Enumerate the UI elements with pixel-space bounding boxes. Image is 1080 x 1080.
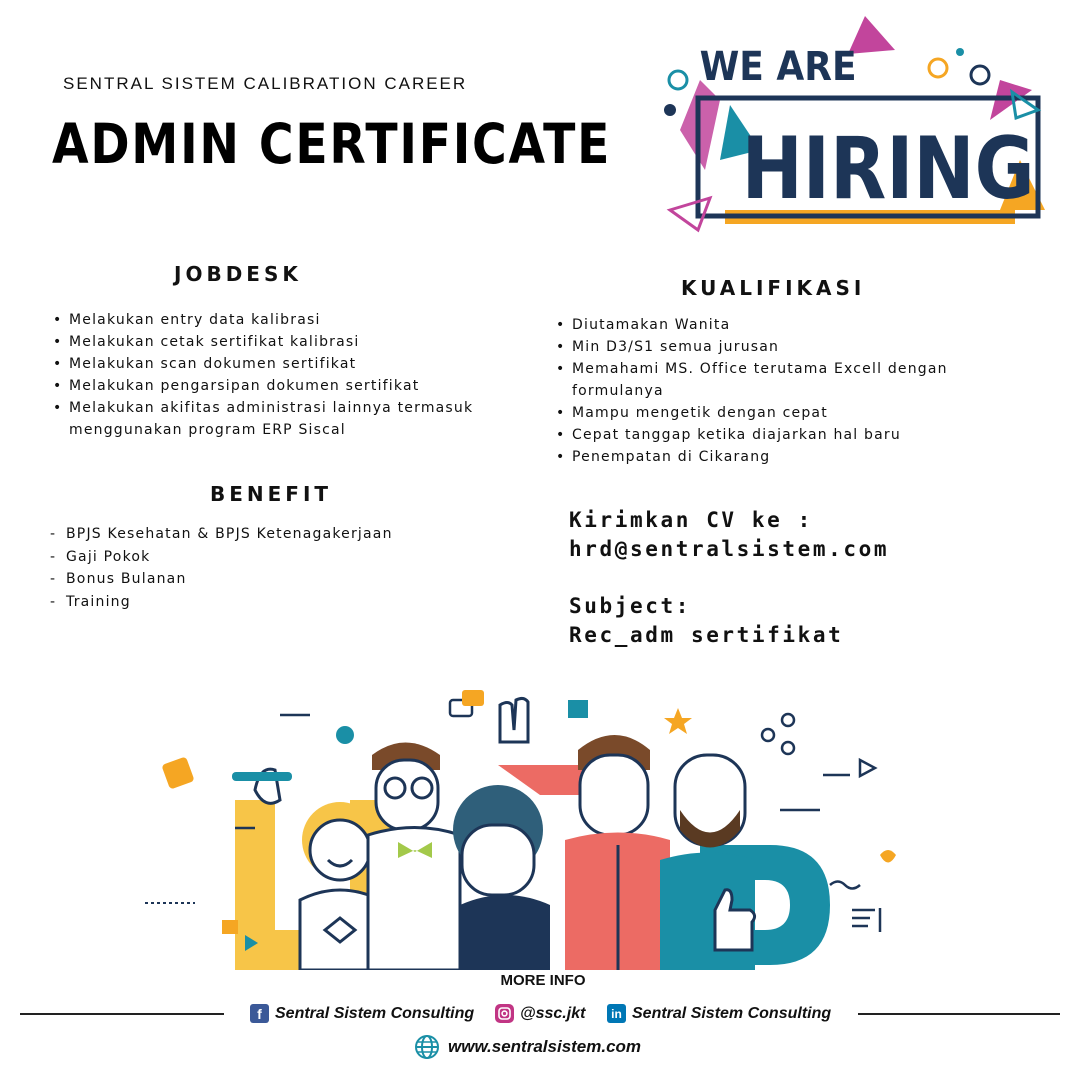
facebook-link[interactable] <box>250 1004 474 1023</box>
circle-decoration <box>669 71 687 89</box>
list-item: • Melakukan pengarsipan dokumen sertifikat <box>53 375 523 397</box>
person-face <box>580 755 648 835</box>
subject-value: Rec_adm sertifikat <box>569 623 844 647</box>
jobdesk-list <box>53 309 523 441</box>
marker-icon <box>232 772 292 781</box>
instagram-link[interactable] <box>495 1004 585 1023</box>
jobdesk-heading: JOBDESK <box>174 262 302 286</box>
person-face <box>310 820 370 880</box>
globe-icon <box>414 1034 440 1060</box>
divider-line <box>20 1013 224 1015</box>
team-people-illustration <box>140 660 940 970</box>
email-address[interactable]: hrd@sentralsistem.com <box>569 537 890 561</box>
heart-icon <box>880 850 896 863</box>
divider-line <box>858 1013 1060 1015</box>
instagram-icon <box>495 1004 514 1023</box>
list-item: • Melakukan akifitas administrasi lainnya termasuk menggunakan program ERP Siscal <box>53 397 523 441</box>
chat-bubble-icon <box>462 690 484 706</box>
subject-label: Subject: <box>569 594 691 618</box>
star-icon <box>664 708 692 734</box>
list-item: • Mampu mengetik dengan cepat <box>556 402 986 424</box>
list-item: • Melakukan scan dokumen sertifikat <box>53 353 523 375</box>
facebook-icon: f <box>250 1004 269 1023</box>
linkedin-link[interactable] <box>607 1004 831 1023</box>
gear-icon <box>336 726 354 744</box>
outline-triangle-decoration <box>670 198 710 230</box>
dot-decoration <box>956 48 964 56</box>
we-are-hiring-illustration <box>660 10 1060 240</box>
list-item: - BPJS Kesehatan & BPJS Ketenagakerjaan <box>50 523 470 546</box>
list-item: • Memahami MS. Office terutama Excell dengan formulanya <box>556 358 986 402</box>
circle-decoration <box>971 66 989 84</box>
person-body <box>460 895 550 970</box>
square-icon <box>222 920 238 934</box>
person-face <box>462 825 534 895</box>
list-item: • Melakukan cetak sertifikat kalibrasi <box>53 331 523 353</box>
cv-label: Kirimkan CV ke : <box>569 508 813 532</box>
website-link[interactable] <box>414 1034 641 1060</box>
list-item: • Cepat tanggap ketika diajarkan hal baru <box>556 424 986 446</box>
hiring-text: HIRING <box>741 118 1035 219</box>
linkedin-icon: in <box>607 1004 626 1023</box>
list-item: • Melakukan entry data kalibrasi <box>53 309 523 331</box>
instagram-label: @ssc.jkt <box>520 1004 586 1022</box>
eyebrow-text: SENTRAL SISTEM CALIBRATION CAREER <box>63 74 468 93</box>
list-item: - Gaji Pokok <box>50 546 470 569</box>
we-are-text: WE ARE <box>699 43 857 90</box>
square-icon <box>568 700 588 718</box>
more-info-label: MORE INFO <box>500 972 586 989</box>
share-icon <box>782 714 794 726</box>
kualifikasi-list <box>556 314 986 468</box>
facebook-label: Sentral Sistem Consulting <box>275 1004 475 1022</box>
benefit-heading: BENEFIT <box>210 482 333 506</box>
play-icon <box>860 760 875 776</box>
linkedin-label: Sentral Sistem Consulting <box>632 1004 832 1022</box>
puzzle-piece-icon <box>161 756 194 789</box>
list-item: • Penempatan di Cikarang <box>556 446 986 468</box>
dot-decoration <box>664 104 676 116</box>
kualifikasi-heading: KUALIFIKASI <box>681 276 866 300</box>
list-item: - Bonus Bulanan <box>50 568 470 591</box>
circle-decoration <box>929 59 947 77</box>
share-icon <box>782 742 794 754</box>
list-item: • Diutamakan Wanita <box>556 314 986 336</box>
music-note-icon <box>852 908 880 932</box>
website-label: www.sentralsistem.com <box>448 1037 642 1056</box>
benefit-list <box>50 523 470 613</box>
waving-hand-icon <box>500 698 528 742</box>
share-icon <box>762 729 774 741</box>
list-item: • Min D3/S1 semua jurusan <box>556 336 986 358</box>
list-item: - Training <box>50 591 470 614</box>
page-title: ADMIN CERTIFICATE <box>52 112 612 176</box>
person-body <box>368 828 460 971</box>
wave-decoration <box>830 882 860 889</box>
